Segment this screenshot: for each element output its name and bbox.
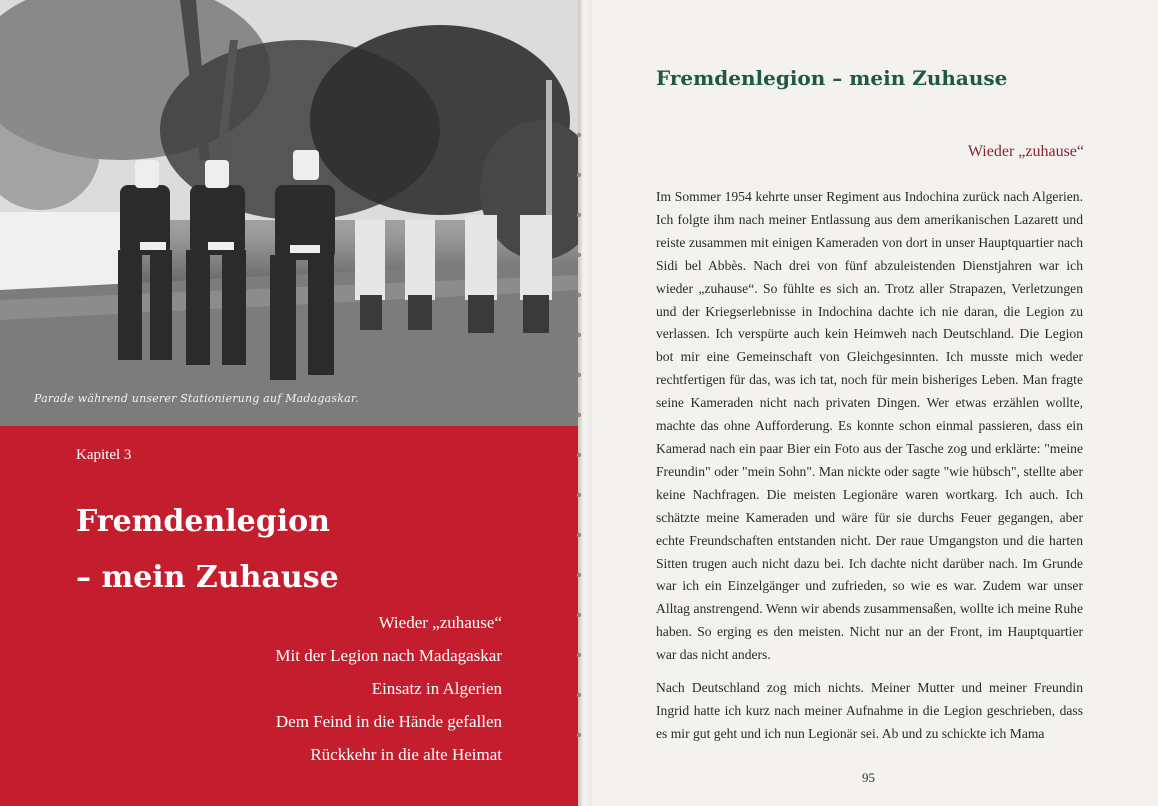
chapter-label: Kapitel 3 [76,447,132,463]
photo-caption: Parade während unserer Stationierung auf Madagaskar. [34,392,359,405]
left-page [0,0,578,806]
toc-item: Rückkehr in die alte Heimat [310,745,502,764]
parade-photo-image [0,0,578,426]
section-title: Wieder „zuhause“ [967,143,1084,160]
body-paragraph: Nach Deutschland zog mich nichts. Meiner Mutter und meiner Freundin Ingrid hatte ich kurz nach meiner Aufnahme in die Legion geschrieben, dass es mir gut geht und ich nun Legionär sei. Ab und zu schickte ich Mama [656,680,1083,741]
toc-item: Dem Feind in die Hände gefallen [275,712,502,731]
chapter-title-line1: Fremdenlegion [76,504,330,539]
chapter-title [76,494,339,606]
parade-photo [0,0,578,426]
body-paragraph: Im Sommer 1954 kehrte unser Regiment aus Indochina zurück nach Algerien. Ich folgte ihm nach meiner Entlassung aus dem amerikanischen Lazarett und reiste zusammen mit einigen Kameraden von dort in unser Hauptquartier nach Sidi bel Abbès. Nach drei von fünf abzuleistenden Dienstjahren war ich wieder „zuhause“. So fühlte es sich an. Trotz aller Strapazen, Verletzungen und der Kriegserlebnisse in Indochina dachte ich nie daran, die Legion zu verlassen. Ich verspürte auch kein Heimweh nach Deutschland. Die Legion bot mir eine Gemeinschaft von Gleichgesinnten. Ich musste mich weder rechtfertigen für das, was ich tat, noch für mein bisheriges Leben. Man fragte seine Kameraden nicht nach privaten Dingen. Wer etwas erzählen wollte, machte das ohne Aufforderung. Es konnte schon einmal passieren, dass ein Kamerad nach ein paar Bier ein Foto aus der Tasche zog und erklärte: "meine Freundin" oder "mein Sohn". Man nickte oder sagte "wie hübsch", stellte aber keine Nachfragen. Die meisten Legionäre waren wortkarg. Ich auch. Ich schätzte meine Kameraden und wäre für sie durchs Feuer gegangen, aber echte Freundschaften entstanden nicht. Der raue Umgangston und die harten Sitten trugen auch nicht dazu bei. Ich dachte nicht darüber nach. Im Grunde war ich ein Einzelgänger und zufrieden, so wie es war. Zudem war unser Alltag anstrengend. Wenn wir abends zusammensaßen, wollte ich meine Ruhe haben. So erging es den meisten. Nicht nur an der Front, im Hauptquartier war das nicht anders. [656,189,1083,663]
running-title: Fremdenlegion – mein Zuhause [656,66,1008,90]
right-page [592,0,1158,806]
toc-item: Mit der Legion nach Madagaskar [275,646,502,665]
page-number: 95 [862,770,875,785]
binding-holes [568,0,582,806]
toc-item: Einsatz in Algerien [371,679,502,698]
toc-item: Wieder „zuhause“ [378,613,502,632]
chapter-contents [275,606,502,771]
chapter-title-line2: – mein Zuhause [76,560,339,595]
